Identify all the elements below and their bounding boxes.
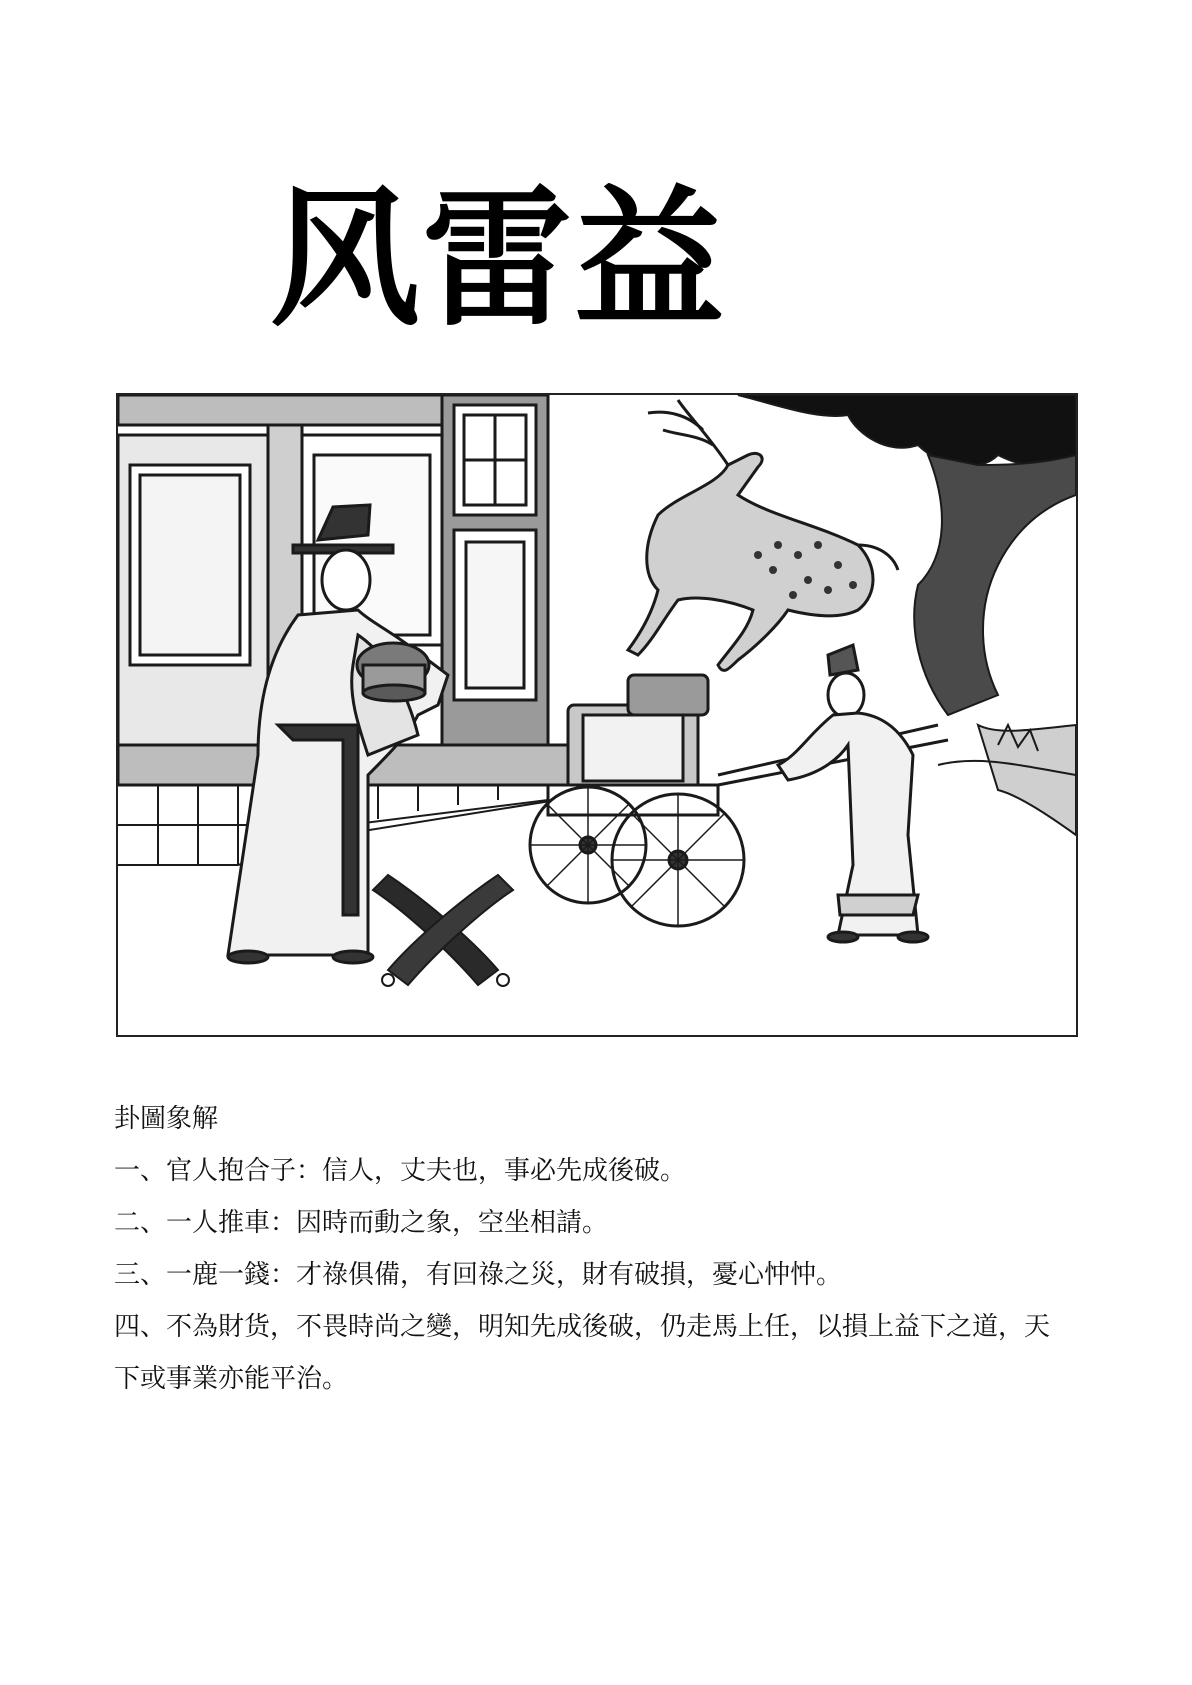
interpretation-line-4: 四、不為財货，不畏時尚之變，明知先成後破，仍走馬上任，以損上益下之道，天下或事業亦能平治。	[114, 1312, 1051, 1394]
page-title: 风雷益	[270, 173, 727, 347]
coin-strings	[373, 875, 513, 986]
interpretation-line-3: 三、一鹿一錢：才祿俱備，有回祿之災，財有破損，憂心忡忡。	[114, 1260, 843, 1290]
interpretation-line-1: 一、官人抱合子：信人，丈夫也，事必先成後破。	[114, 1156, 687, 1186]
interpretation-line-2: 二、一人推車：因時而動之象，空坐相請。	[114, 1208, 609, 1238]
interpretation-text	[114, 1093, 1074, 1405]
cart-pusher-figure	[778, 645, 928, 942]
section-heading: 卦圖象解	[114, 1104, 219, 1134]
deer	[628, 400, 898, 670]
hexagram-illustration	[116, 393, 1078, 1037]
